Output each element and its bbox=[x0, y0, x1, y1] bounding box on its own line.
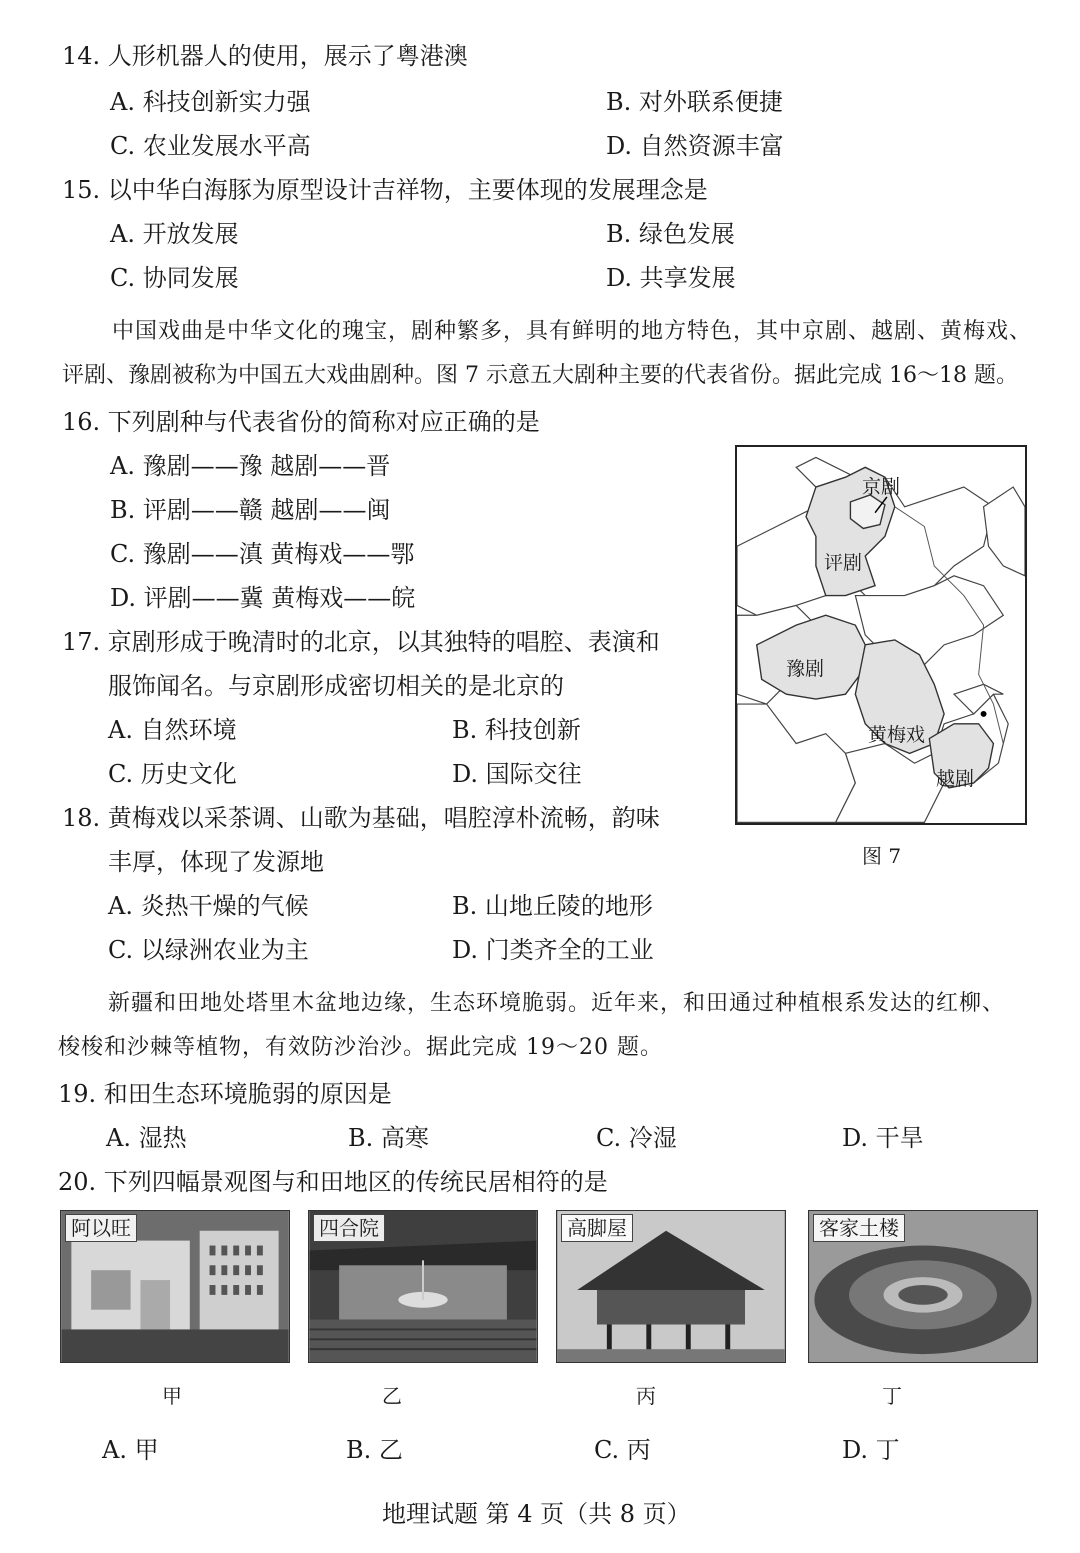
photo-ayiwang bbox=[60, 1210, 290, 1363]
photo-label-siheyuan: 四合院 bbox=[313, 1214, 385, 1242]
q16-option-b: B. 评剧——赣 越剧——闽 bbox=[110, 496, 391, 524]
q17-option-b: B. 科技创新 bbox=[452, 716, 581, 744]
q14-option-a: A. 科技创新实力强 bbox=[110, 88, 311, 116]
photo-tulou bbox=[808, 1210, 1038, 1363]
q15-option-c: C. 协同发展 bbox=[110, 264, 239, 292]
photo-label-ayiwang: 阿以旺 bbox=[65, 1214, 137, 1242]
passage-hotan-line1: 新疆和田地处塔里木盆地边缘，生态环境脆弱。近年来，和田通过种植根系发达的红柳、 bbox=[108, 991, 1006, 1016]
q20-option-d: D. 丁 bbox=[842, 1436, 900, 1464]
map-label-pingju: 评剧 bbox=[824, 552, 863, 574]
q16-option-c: C. 豫剧——滇 黄梅戏——鄂 bbox=[110, 540, 415, 568]
q20-option-a: A. 甲 bbox=[102, 1436, 159, 1464]
page-footer: 地理试题 第 4 页（共 8 页） bbox=[382, 1500, 691, 1528]
q18-stem-line2: 丰厚，体现了发源地 bbox=[108, 848, 324, 876]
q18-option-c: C. 以绿洲农业为主 bbox=[108, 936, 309, 964]
photo-caption-bing: 丙 bbox=[636, 1384, 656, 1408]
photo-siheyuan bbox=[308, 1210, 538, 1363]
photo-caption-ding: 丁 bbox=[882, 1384, 902, 1408]
photo-label-gaojiaowu: 高脚屋 bbox=[561, 1214, 633, 1242]
q18-option-b: B. 山地丘陵的地形 bbox=[452, 892, 653, 920]
q16-stem: 16. 下列剧种与代表省份的简称对应正确的是 bbox=[62, 408, 540, 436]
q16-option-a: A. 豫剧——豫 越剧——晋 bbox=[110, 452, 391, 480]
map-label-yuju: 豫剧 bbox=[786, 658, 825, 680]
q18-option-a: A. 炎热干燥的气候 bbox=[108, 892, 309, 920]
q19-option-d: D. 干旱 bbox=[842, 1124, 924, 1152]
photo-caption-yi: 乙 bbox=[382, 1384, 402, 1408]
q16-option-d: D. 评剧——冀 黄梅戏——皖 bbox=[110, 584, 416, 612]
q18-option-d: D. 门类齐全的工业 bbox=[452, 936, 654, 964]
q20-stem: 20. 下列四幅景观图与和田地区的传统民居相符的是 bbox=[58, 1168, 608, 1196]
q19-option-c: C. 冷湿 bbox=[596, 1124, 677, 1152]
passage-opera-line2: 评剧、豫剧被称为中国五大戏曲剧种。图 7 示意五大剧种主要的代表省份。据此完成 16～18 题。 bbox=[62, 363, 1018, 388]
q17-stem-line2: 服饰闻名。与京剧形成密切相关的是北京的 bbox=[108, 672, 564, 700]
q14-stem: 14. 人形机器人的使用，展示了粤港澳 bbox=[62, 42, 468, 70]
q15-option-d: D. 共享发展 bbox=[606, 264, 736, 292]
q19-option-b: B. 高寒 bbox=[348, 1124, 429, 1152]
q14-option-b: B. 对外联系便捷 bbox=[606, 88, 783, 116]
passage-opera-line1: 中国戏曲是中华文化的瑰宝，剧种繁多，具有鲜明的地方特色，其中京剧、越剧、黄梅戏、 bbox=[112, 319, 1033, 344]
map-label-huangmeixi: 黄梅戏 bbox=[868, 724, 926, 746]
q15-option-b: B. 绿色发展 bbox=[606, 220, 735, 248]
q15-stem: 15. 以中华白海豚为原型设计吉祥物，主要体现的发展理念是 bbox=[62, 176, 708, 204]
q17-option-a: A. 自然环境 bbox=[108, 716, 237, 744]
q20-option-b: B. 乙 bbox=[346, 1436, 403, 1464]
q18-stem-line1: 18. 黄梅戏以采茶调、山歌为基础，唱腔淳朴流畅，韵味 bbox=[62, 804, 660, 832]
q17-option-c: C. 历史文化 bbox=[108, 760, 237, 788]
q20-option-c: C. 丙 bbox=[594, 1436, 651, 1464]
passage-hotan-line2: 梭梭和沙棘等植物，有效防沙治沙。据此完成 19～20 题。 bbox=[58, 1035, 663, 1060]
opera-province-map bbox=[735, 445, 1027, 825]
photo-caption-jia: 甲 bbox=[162, 1384, 182, 1408]
map-caption: 图 7 bbox=[862, 844, 902, 868]
q17-stem-line1: 17. 京剧形成于晚清时的北京，以其独特的唱腔、表演和 bbox=[62, 628, 660, 656]
map-label-yueju: 越剧 bbox=[936, 768, 975, 790]
photo-label-tulou: 客家土楼 bbox=[813, 1214, 905, 1242]
q14-option-c: C. 农业发展水平高 bbox=[110, 132, 311, 160]
q14-option-d: D. 自然资源丰富 bbox=[606, 132, 784, 160]
q19-stem: 19. 和田生态环境脆弱的原因是 bbox=[58, 1080, 392, 1108]
map-label-jingju: 京剧 bbox=[862, 476, 901, 498]
q19-option-a: A. 湿热 bbox=[106, 1124, 187, 1152]
q15-option-a: A. 开放发展 bbox=[110, 220, 239, 248]
map-graphic bbox=[737, 447, 1025, 823]
q17-option-d: D. 国际交往 bbox=[452, 760, 582, 788]
photo-gaojiaowu bbox=[556, 1210, 786, 1363]
